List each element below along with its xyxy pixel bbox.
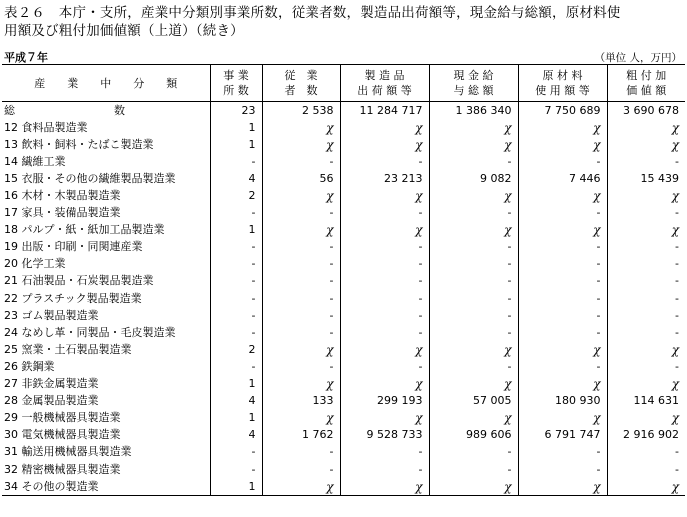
value-added-cell: χ xyxy=(607,376,685,393)
materials-cell: - xyxy=(518,461,607,478)
wages-cell: 1 386 340 xyxy=(429,102,518,120)
value-added-cell: 2 916 902 xyxy=(607,427,685,444)
industry-name-cell: 32 精密機械器具製造業 xyxy=(4,462,121,476)
establishments-cell: 1 xyxy=(210,119,262,136)
total-row xyxy=(2,102,685,120)
shipments-cell: - xyxy=(340,290,429,307)
era-label: 平成７年 xyxy=(4,51,48,64)
materials-cell: - xyxy=(518,239,607,256)
title-line-2: 用額及び粗付加価値額（上道）（続き） xyxy=(4,23,244,39)
statistics-table xyxy=(2,64,685,496)
industry-name-cell: 13 飲料・飼料・たばこ製造業 xyxy=(4,137,154,151)
industry-name-cell: 34 その他の製造業 xyxy=(2,478,210,496)
table-header-row xyxy=(2,65,685,102)
table-row xyxy=(2,393,685,410)
materials-cell: 180 930 xyxy=(518,393,607,410)
industry-name-cell: 27 非鉄金属製造業 xyxy=(4,377,99,391)
establishments-cell: - xyxy=(210,290,262,307)
table-row xyxy=(2,324,685,341)
value-added-cell: - xyxy=(607,256,685,273)
shipments-cell: χ xyxy=(340,478,429,496)
value-added-cell: - xyxy=(607,324,685,341)
shipments-cell: 11 284 717 xyxy=(340,102,429,120)
wages-cell: 9 082 xyxy=(429,170,518,187)
shipments-cell: χ xyxy=(340,222,429,239)
industry-name-cell: 30 電気機械器具製造業 xyxy=(4,428,121,442)
establishments-cell: 1 xyxy=(210,376,262,393)
value-added-cell: χ xyxy=(607,341,685,358)
materials-cell: χ xyxy=(518,119,607,136)
materials-cell: 6 791 747 xyxy=(518,427,607,444)
wages-cell: χ xyxy=(429,187,518,204)
industry-name-cell: 16 木材・木製品製造業 xyxy=(4,189,121,203)
wages-cell: χ xyxy=(429,478,518,496)
employees-cell: χ xyxy=(262,187,340,204)
industry-name-cell: 15 衣服・その他の繊維製品製造業 xyxy=(4,171,176,185)
establishments-cell: - xyxy=(210,461,262,478)
employees-cell: - xyxy=(262,324,340,341)
shipments-cell: χ xyxy=(340,187,429,204)
shipments-cell: χ xyxy=(340,119,429,136)
establishments-cell: 4 xyxy=(210,427,262,444)
industry-name-cell: 28 金属製品製造業 xyxy=(4,394,99,408)
table-row xyxy=(2,427,685,444)
shipments-cell: - xyxy=(340,444,429,461)
employees-cell: χ xyxy=(262,136,340,153)
title-line-1: 表２６ 本庁・支所，産業中分類別事業所数，従業者数，製造品出荷額等，現金給与総額，原材料使 xyxy=(4,5,621,21)
materials-cell: χ xyxy=(518,376,607,393)
employees-cell: - xyxy=(262,256,340,273)
wages-cell: χ xyxy=(429,410,518,427)
employees-cell: 2 538 xyxy=(262,102,340,120)
establishments-cell: 2 xyxy=(210,187,262,204)
table-row xyxy=(2,478,685,496)
shipments-cell: - xyxy=(340,256,429,273)
value-added-cell: - xyxy=(607,153,685,170)
value-added-cell: χ xyxy=(607,119,685,136)
value-added-cell: - xyxy=(607,239,685,256)
establishments-cell: - xyxy=(210,273,262,290)
header-materials-line2: 使 用 額 等 xyxy=(535,84,590,97)
establishments-cell: - xyxy=(210,324,262,341)
materials-cell: 7 750 689 xyxy=(518,102,607,120)
table-row xyxy=(2,153,685,170)
header-industry: 産 業 中 分 類 xyxy=(2,65,210,102)
materials-cell: 7 446 xyxy=(518,170,607,187)
employees-cell: χ xyxy=(262,376,340,393)
industry-name-cell: 21 石油製品・石炭製品製造業 xyxy=(4,274,154,288)
establishments-cell: - xyxy=(210,153,262,170)
industry-name-cell: 22 プラスチック製品製造業 xyxy=(4,291,142,305)
table-row xyxy=(2,358,685,375)
table-body xyxy=(2,102,685,496)
materials-cell: - xyxy=(518,256,607,273)
unit-label: （単位 人，万円） xyxy=(594,52,682,64)
wages-cell: - xyxy=(429,239,518,256)
table-row xyxy=(2,273,685,290)
table-row xyxy=(2,136,685,153)
value-added-cell: χ xyxy=(607,410,685,427)
value-added-cell: - xyxy=(607,290,685,307)
materials-cell: χ xyxy=(518,222,607,239)
table-row xyxy=(2,239,685,256)
value-added-cell: - xyxy=(607,273,685,290)
wages-cell: χ xyxy=(429,222,518,239)
materials-cell: - xyxy=(518,205,607,222)
employees-cell: χ xyxy=(262,222,340,239)
value-added-cell: - xyxy=(607,307,685,324)
shipments-cell: χ xyxy=(340,136,429,153)
header-shipments-line2: 出 荷 額 等 xyxy=(357,84,412,97)
document-title xyxy=(4,4,684,40)
table-row xyxy=(2,187,685,204)
establishments-cell: - xyxy=(210,205,262,222)
materials-cell: - xyxy=(518,324,607,341)
materials-cell: - xyxy=(518,358,607,375)
employees-cell: - xyxy=(262,307,340,324)
shipments-cell: - xyxy=(340,324,429,341)
shipments-cell: 299 193 xyxy=(340,393,429,410)
employees-cell: 56 xyxy=(262,170,340,187)
industry-name-cell: 26 鉄鋼業 xyxy=(4,359,55,373)
establishments-cell: - xyxy=(210,444,262,461)
shipments-cell: - xyxy=(340,461,429,478)
header-employees-line1: 従 業 xyxy=(284,69,318,82)
value-added-cell: 15 439 xyxy=(607,170,685,187)
header-establishments xyxy=(210,65,262,102)
materials-cell: - xyxy=(518,290,607,307)
establishments-cell: 4 xyxy=(210,170,262,187)
industry-name-cell: 31 輸送用機械器具製造業 xyxy=(4,445,132,459)
shipments-cell: - xyxy=(340,205,429,222)
shipments-cell: - xyxy=(340,273,429,290)
shipments-cell: 23 213 xyxy=(340,170,429,187)
employees-cell: 133 xyxy=(262,393,340,410)
employees-cell: - xyxy=(262,290,340,307)
value-added-cell: χ xyxy=(607,187,685,204)
industry-name-cell: 23 ゴム製品製造業 xyxy=(4,308,99,322)
employees-cell: χ xyxy=(262,410,340,427)
table-row xyxy=(2,376,685,393)
wages-cell: - xyxy=(429,153,518,170)
wages-cell: - xyxy=(429,290,518,307)
table-row xyxy=(2,307,685,324)
establishments-cell: 1 xyxy=(210,136,262,153)
header-shipments xyxy=(340,65,429,102)
materials-cell: χ xyxy=(518,410,607,427)
establishments-cell: 2 xyxy=(210,341,262,358)
value-added-cell: χ xyxy=(607,222,685,239)
shipments-cell: 9 528 733 xyxy=(340,427,429,444)
wages-cell: - xyxy=(429,307,518,324)
employees-cell: χ xyxy=(262,478,340,496)
wages-cell: - xyxy=(429,273,518,290)
establishments-cell: 1 xyxy=(210,478,262,496)
employees-cell: - xyxy=(262,205,340,222)
header-wages-line2: 与 総 額 xyxy=(453,84,494,97)
industry-name-cell: 総 数 xyxy=(4,103,125,117)
industry-name-cell: 17 家具・装備品製造業 xyxy=(4,206,121,220)
establishments-cell: 4 xyxy=(210,393,262,410)
header-establishments-line1: 事 業 xyxy=(223,69,249,82)
header-establishments-line2: 所 数 xyxy=(223,84,249,97)
establishments-cell: 23 xyxy=(210,102,262,120)
employees-cell: - xyxy=(262,153,340,170)
value-added-cell: - xyxy=(607,205,685,222)
wages-cell: χ xyxy=(429,136,518,153)
materials-cell: - xyxy=(518,307,607,324)
materials-cell: - xyxy=(518,273,607,290)
industry-name-cell: 20 化学工業 xyxy=(4,257,66,271)
value-added-cell: - xyxy=(607,358,685,375)
materials-cell: χ xyxy=(518,136,607,153)
shipments-cell: - xyxy=(340,307,429,324)
value-added-cell: 114 631 xyxy=(607,393,685,410)
materials-cell: - xyxy=(518,153,607,170)
wages-cell: - xyxy=(429,358,518,375)
industry-name-cell: 29 一般機械器具製造業 xyxy=(4,411,121,425)
header-wages xyxy=(429,65,518,102)
shipments-cell: χ xyxy=(340,376,429,393)
header-materials xyxy=(518,65,607,102)
wages-cell: - xyxy=(429,324,518,341)
employees-cell: χ xyxy=(262,119,340,136)
materials-cell: χ xyxy=(518,478,607,496)
industry-name-cell: 12 食料品製造業 xyxy=(4,120,88,134)
table-row xyxy=(2,170,685,187)
table-row xyxy=(2,341,685,358)
industry-name-cell: 14 繊維工業 xyxy=(4,154,66,168)
employees-cell: - xyxy=(262,239,340,256)
materials-cell: χ xyxy=(518,187,607,204)
value-added-cell: 3 690 678 xyxy=(607,102,685,120)
establishments-cell: - xyxy=(210,256,262,273)
shipments-cell: - xyxy=(340,153,429,170)
wages-cell: - xyxy=(429,461,518,478)
table-row xyxy=(2,444,685,461)
table-row xyxy=(2,461,685,478)
header-wages-line1: 現 金 給 xyxy=(453,69,494,82)
table-row xyxy=(2,205,685,222)
wages-cell: χ xyxy=(429,119,518,136)
establishments-cell: 1 xyxy=(210,410,262,427)
materials-cell: - xyxy=(518,444,607,461)
header-employees-line2: 者 数 xyxy=(284,84,318,97)
shipments-cell: - xyxy=(340,239,429,256)
employees-cell: χ xyxy=(262,341,340,358)
value-added-cell: χ xyxy=(607,478,685,496)
value-added-cell: - xyxy=(607,444,685,461)
industry-name-cell: 19 出版・印刷・同関連産業 xyxy=(4,240,143,254)
table-row xyxy=(2,410,685,427)
establishments-cell: - xyxy=(210,307,262,324)
materials-cell: χ xyxy=(518,341,607,358)
header-employees xyxy=(262,65,340,102)
wages-cell: χ xyxy=(429,341,518,358)
table-row xyxy=(2,290,685,307)
shipments-cell: - xyxy=(340,358,429,375)
shipments-cell: χ xyxy=(340,410,429,427)
industry-name-cell: 18 パルプ・紙・紙加工品製造業 xyxy=(4,223,165,237)
header-value-added-line1: 粗 付 加 xyxy=(626,69,667,82)
wages-cell: - xyxy=(429,444,518,461)
establishments-cell: - xyxy=(210,358,262,375)
header-value-added xyxy=(607,65,685,102)
value-added-cell: χ xyxy=(607,136,685,153)
header-value-added-line2: 価 値 額 xyxy=(626,84,667,97)
industry-name-cell: 24 なめし革・同製品・毛皮製造業 xyxy=(4,325,176,339)
establishments-cell: 1 xyxy=(210,222,262,239)
employees-cell: - xyxy=(262,461,340,478)
employees-cell: - xyxy=(262,444,340,461)
wages-cell: 989 606 xyxy=(429,427,518,444)
employees-cell: - xyxy=(262,273,340,290)
wages-cell: - xyxy=(429,256,518,273)
employees-cell: 1 762 xyxy=(262,427,340,444)
table-row xyxy=(2,222,685,239)
establishments-cell: - xyxy=(210,239,262,256)
wages-cell: 57 005 xyxy=(429,393,518,410)
header-materials-line1: 原 材 料 xyxy=(542,69,583,82)
industry-name-cell: 25 窯業・土石製品製造業 xyxy=(4,342,132,356)
table-row xyxy=(2,256,685,273)
header-shipments-line1: 製 造 品 xyxy=(364,69,405,82)
employees-cell: - xyxy=(262,358,340,375)
table-row xyxy=(2,119,685,136)
wages-cell: χ xyxy=(429,376,518,393)
value-added-cell: - xyxy=(607,461,685,478)
shipments-cell: χ xyxy=(340,341,429,358)
wages-cell: - xyxy=(429,205,518,222)
